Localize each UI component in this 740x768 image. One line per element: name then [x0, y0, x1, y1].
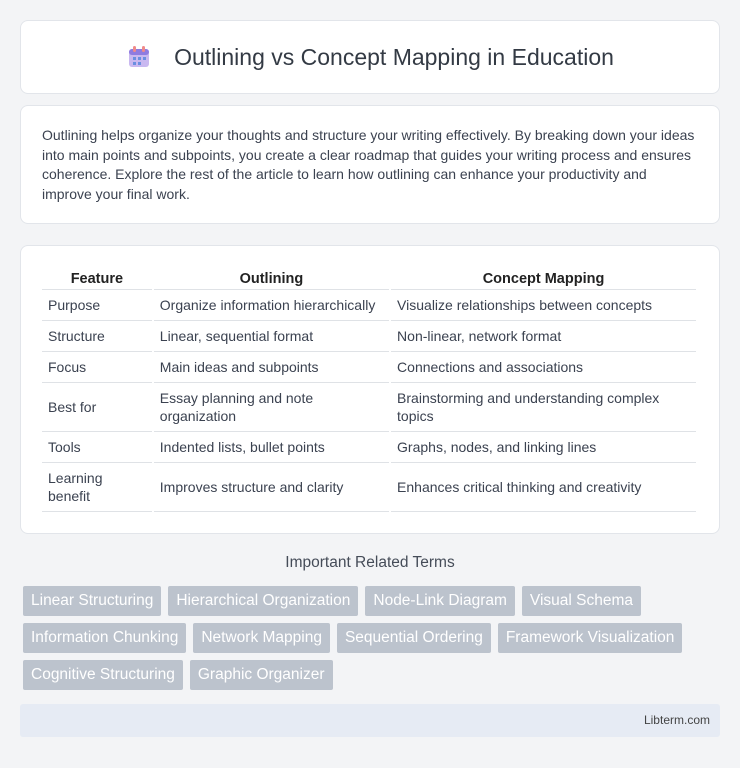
table-cell: Indented lists, bullet points [154, 432, 389, 463]
page-title: Outlining vs Concept Mapping in Education [174, 43, 614, 70]
table-cell: Visualize relationships between concepts [391, 290, 696, 321]
tag-visual-schema[interactable]: Visual Schema [522, 586, 641, 616]
related-terms-tags [23, 586, 723, 697]
table-cell: Essay planning and note organization [154, 383, 389, 432]
tag-information-chunking[interactable]: Information Chunking [23, 623, 186, 653]
table-cell: Best for [42, 383, 152, 432]
table-cell: Purpose [42, 290, 152, 321]
table-row [42, 463, 696, 512]
table-cell: Improves structure and clarity [154, 463, 389, 512]
table-row [42, 383, 696, 432]
table-row [42, 321, 696, 352]
column-header-outlining: Outlining [154, 268, 389, 290]
table-cell: Enhances critical thinking and creativity [391, 463, 696, 512]
comparison-table-card [20, 245, 720, 534]
table-cell: Main ideas and subpoints [154, 352, 389, 383]
tag-cognitive-structuring[interactable]: Cognitive Structuring [23, 660, 183, 690]
title-card [20, 20, 720, 94]
footer-site-link[interactable]: Libterm.com [643, 713, 710, 727]
table-row [42, 290, 696, 321]
tag-graphic-organizer[interactable]: Graphic Organizer [190, 660, 333, 690]
column-header-feature: Feature [42, 268, 152, 290]
intro-paragraph: Outlining helps organize your thoughts and structure your writing effectively. By breaking down your ideas into main points and subpoints, you create a clear roadmap that guides your writing process and ensures coherence. Explore the rest of the article to learn how outlining can enhance your productivity and improve your final work. [42, 127, 695, 202]
intro-card [20, 105, 720, 224]
table-cell: Organize information hierarchically [154, 290, 389, 321]
footer [20, 704, 720, 737]
table-cell: Focus [42, 352, 152, 383]
table-cell: Linear, sequential format [154, 321, 389, 352]
table-cell: Learning benefit [42, 463, 152, 512]
table-cell: Tools [42, 432, 152, 463]
tag-node-link-diagram[interactable]: Node-Link Diagram [365, 586, 515, 616]
table-cell: Brainstorming and understanding complex topics [391, 383, 696, 432]
table-row [42, 352, 696, 383]
table-cell: Connections and associations [391, 352, 696, 383]
table-header-row [42, 268, 696, 290]
tag-linear-structuring[interactable]: Linear Structuring [23, 586, 161, 616]
related-terms-heading: Important Related Terms [285, 554, 455, 571]
calendar-icon [126, 44, 152, 70]
table-cell: Graphs, nodes, and linking lines [391, 432, 696, 463]
tag-hierarchical-organization[interactable]: Hierarchical Organization [168, 586, 358, 616]
tag-network-mapping[interactable]: Network Mapping [193, 623, 330, 653]
comparison-table [40, 268, 698, 512]
table-cell: Non-linear, network format [391, 321, 696, 352]
tag-framework-visualization[interactable]: Framework Visualization [498, 623, 683, 653]
tag-sequential-ordering[interactable]: Sequential Ordering [337, 623, 491, 653]
column-header-concept-mapping: Concept Mapping [391, 268, 696, 290]
table-row [42, 432, 696, 463]
table-cell: Structure [42, 321, 152, 352]
